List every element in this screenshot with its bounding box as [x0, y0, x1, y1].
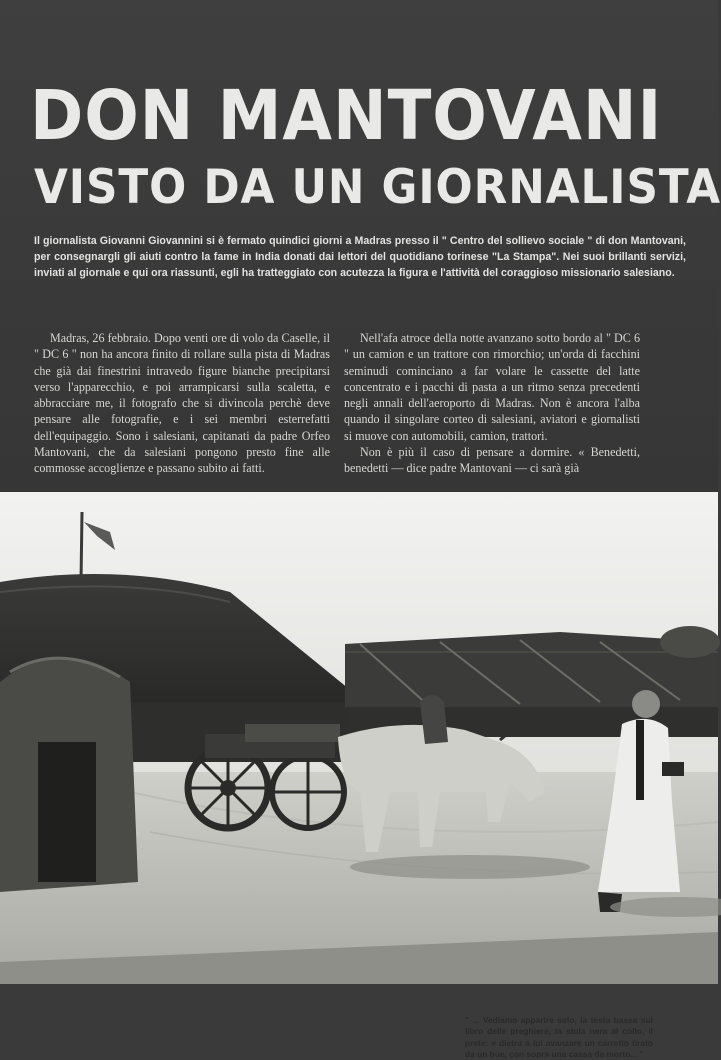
article-title-line1: DON MANTOVANI [30, 76, 663, 156]
body-paragraph: Madras, 26 febbraio. Dopo venti ore di volo da Caselle, il " DC 6 " non ha ancora finito di rollare sulla pista di Madras che già dai finestrini intravedo figure bianche precipitarsi verso l'apparecchio, e poi arrampicarsi sulla scaletta, e abbracciare me, il fotografo che si divincola perchè deve pensare alle fotografie, e i sei membri esterrefatti dell'equipaggio. Sono i salesiani, capitanati da padre Orfeo Mantovani, che da salesiani pongono presto fine alle commosse accoglienze e passano subito ai fatti. [34, 331, 330, 476]
body-paragraph: Nell'afa atroce della notte avanzano sotto bordo al " DC 6 " un camion e un trattore con rimorchio; un'orda di facchini seminudi cominciano a far volare le cassette del latte concentrato e i pacchi di pasta a un ritmo senza precedenti negli annali dell'aeroporto di Madras. Non è ancora l'alba quando il singolare corteo di salesiani, aviatori e giornalisti si muove con automobili, camion, trattori. [344, 331, 640, 443]
article-header-panel [0, 0, 721, 492]
body-column-right [344, 330, 640, 480]
photo-caption: " ... Vediamo apparire solo, la testa bassa sul libro delle preghiere, la stola nera al collo, il prete: e dietro a lui avanzare un carretto tirato da un bue, con sopra una cassa da morto... " [465, 1015, 653, 1059]
article-intro: Il giornalista Giovanni Giovannini si è fermato quindici giorni a Madras presso il " Centro del sollievo sociale " di don Mantovani, per consegnargli gli aiuti contro la fame in India donati dai lettori del quotidiano torinese "La Stampa". Nei suoi brillanti servizi, inviati al giornale e qui ora riassunti, egli ha tratteggiato con acutezza la figura e l'attività del coraggioso missionario salesiano. [34, 235, 686, 279]
article-title-line2: VISTO DA UN GIORNALISTA [34, 160, 721, 215]
article-photograph [0, 492, 718, 1059]
body-column-left [34, 330, 330, 477]
body-paragraph: Non è più il caso di pensare a dormire. « Benedetti, benedetti — dice padre Mantovani — ci sarà già [344, 445, 640, 476]
